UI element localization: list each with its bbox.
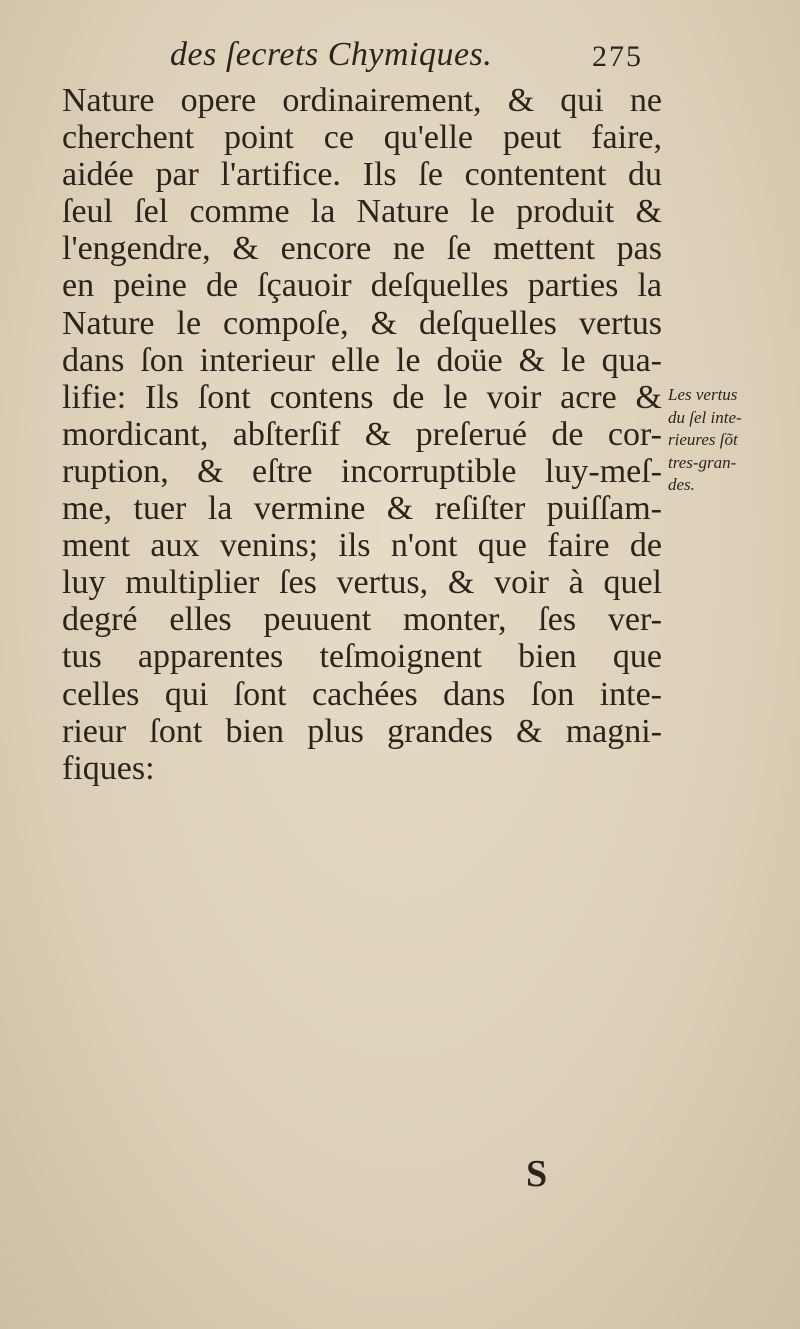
text-line: rieur ſont bien plus grandes & magni-: [62, 712, 662, 750]
margin-note: [668, 384, 796, 497]
margin-note-line: du ſel inte-: [668, 407, 742, 427]
text-line: ruption, & eſtre incorruptible luy-meſ-: [62, 452, 662, 490]
margin-note-line: Les vertus: [668, 385, 738, 404]
text-line: en peine de ſçauoir deſquelles parties la: [62, 267, 662, 305]
text-line: celles qui ſont cachées dans ſon inte-: [62, 675, 662, 713]
text-line: ment aux venins; ils n'ont que faire de: [62, 527, 662, 565]
text-line: mordicant, abſterſif & preſerué de cor-: [62, 415, 662, 453]
text-line: luy multiplier ſes vertus, & voir à quel: [62, 564, 662, 602]
text-line: fiques:: [62, 749, 155, 787]
text-line: dans ſon interieur elle le doüe & le qua-: [62, 341, 662, 379]
text-line: lifie: Ils ſont contens de le voir acre &: [62, 378, 662, 416]
text-line: aidée par l'artifice. Ils ſe contentent du: [62, 156, 662, 194]
text-line: cherchent point ce qu'elle peut faire,: [62, 119, 662, 157]
body-text: [62, 82, 662, 787]
text-line: tus apparentes teſmoignent bien que: [62, 638, 662, 676]
text-line: me, tuer la vermine & reſiſter puiſſam-: [62, 490, 662, 528]
text-line: Nature opere ordinairement, & qui ne: [62, 82, 662, 119]
bleed-through-texture: [60, 860, 680, 1140]
page-header: [0, 36, 800, 86]
signature-mark: S: [526, 1153, 548, 1195]
page-number: 275: [592, 40, 643, 73]
margin-note-line: rieures ſõt: [668, 430, 738, 449]
margin-note-line: tres-gran-: [668, 452, 737, 472]
running-title: des ſecrets Chymiques.: [170, 36, 493, 73]
margin-note-line: des.: [668, 475, 695, 494]
text-line: Nature le compoſe, & deſquelles vertus: [62, 304, 662, 342]
text-line: ſeul ſel comme la Nature le produit &: [62, 193, 662, 231]
text-line: degré elles peuuent monter, ſes ver-: [62, 601, 662, 639]
text-line: l'engendre, & encore ne ſe mettent pas: [62, 230, 662, 268]
